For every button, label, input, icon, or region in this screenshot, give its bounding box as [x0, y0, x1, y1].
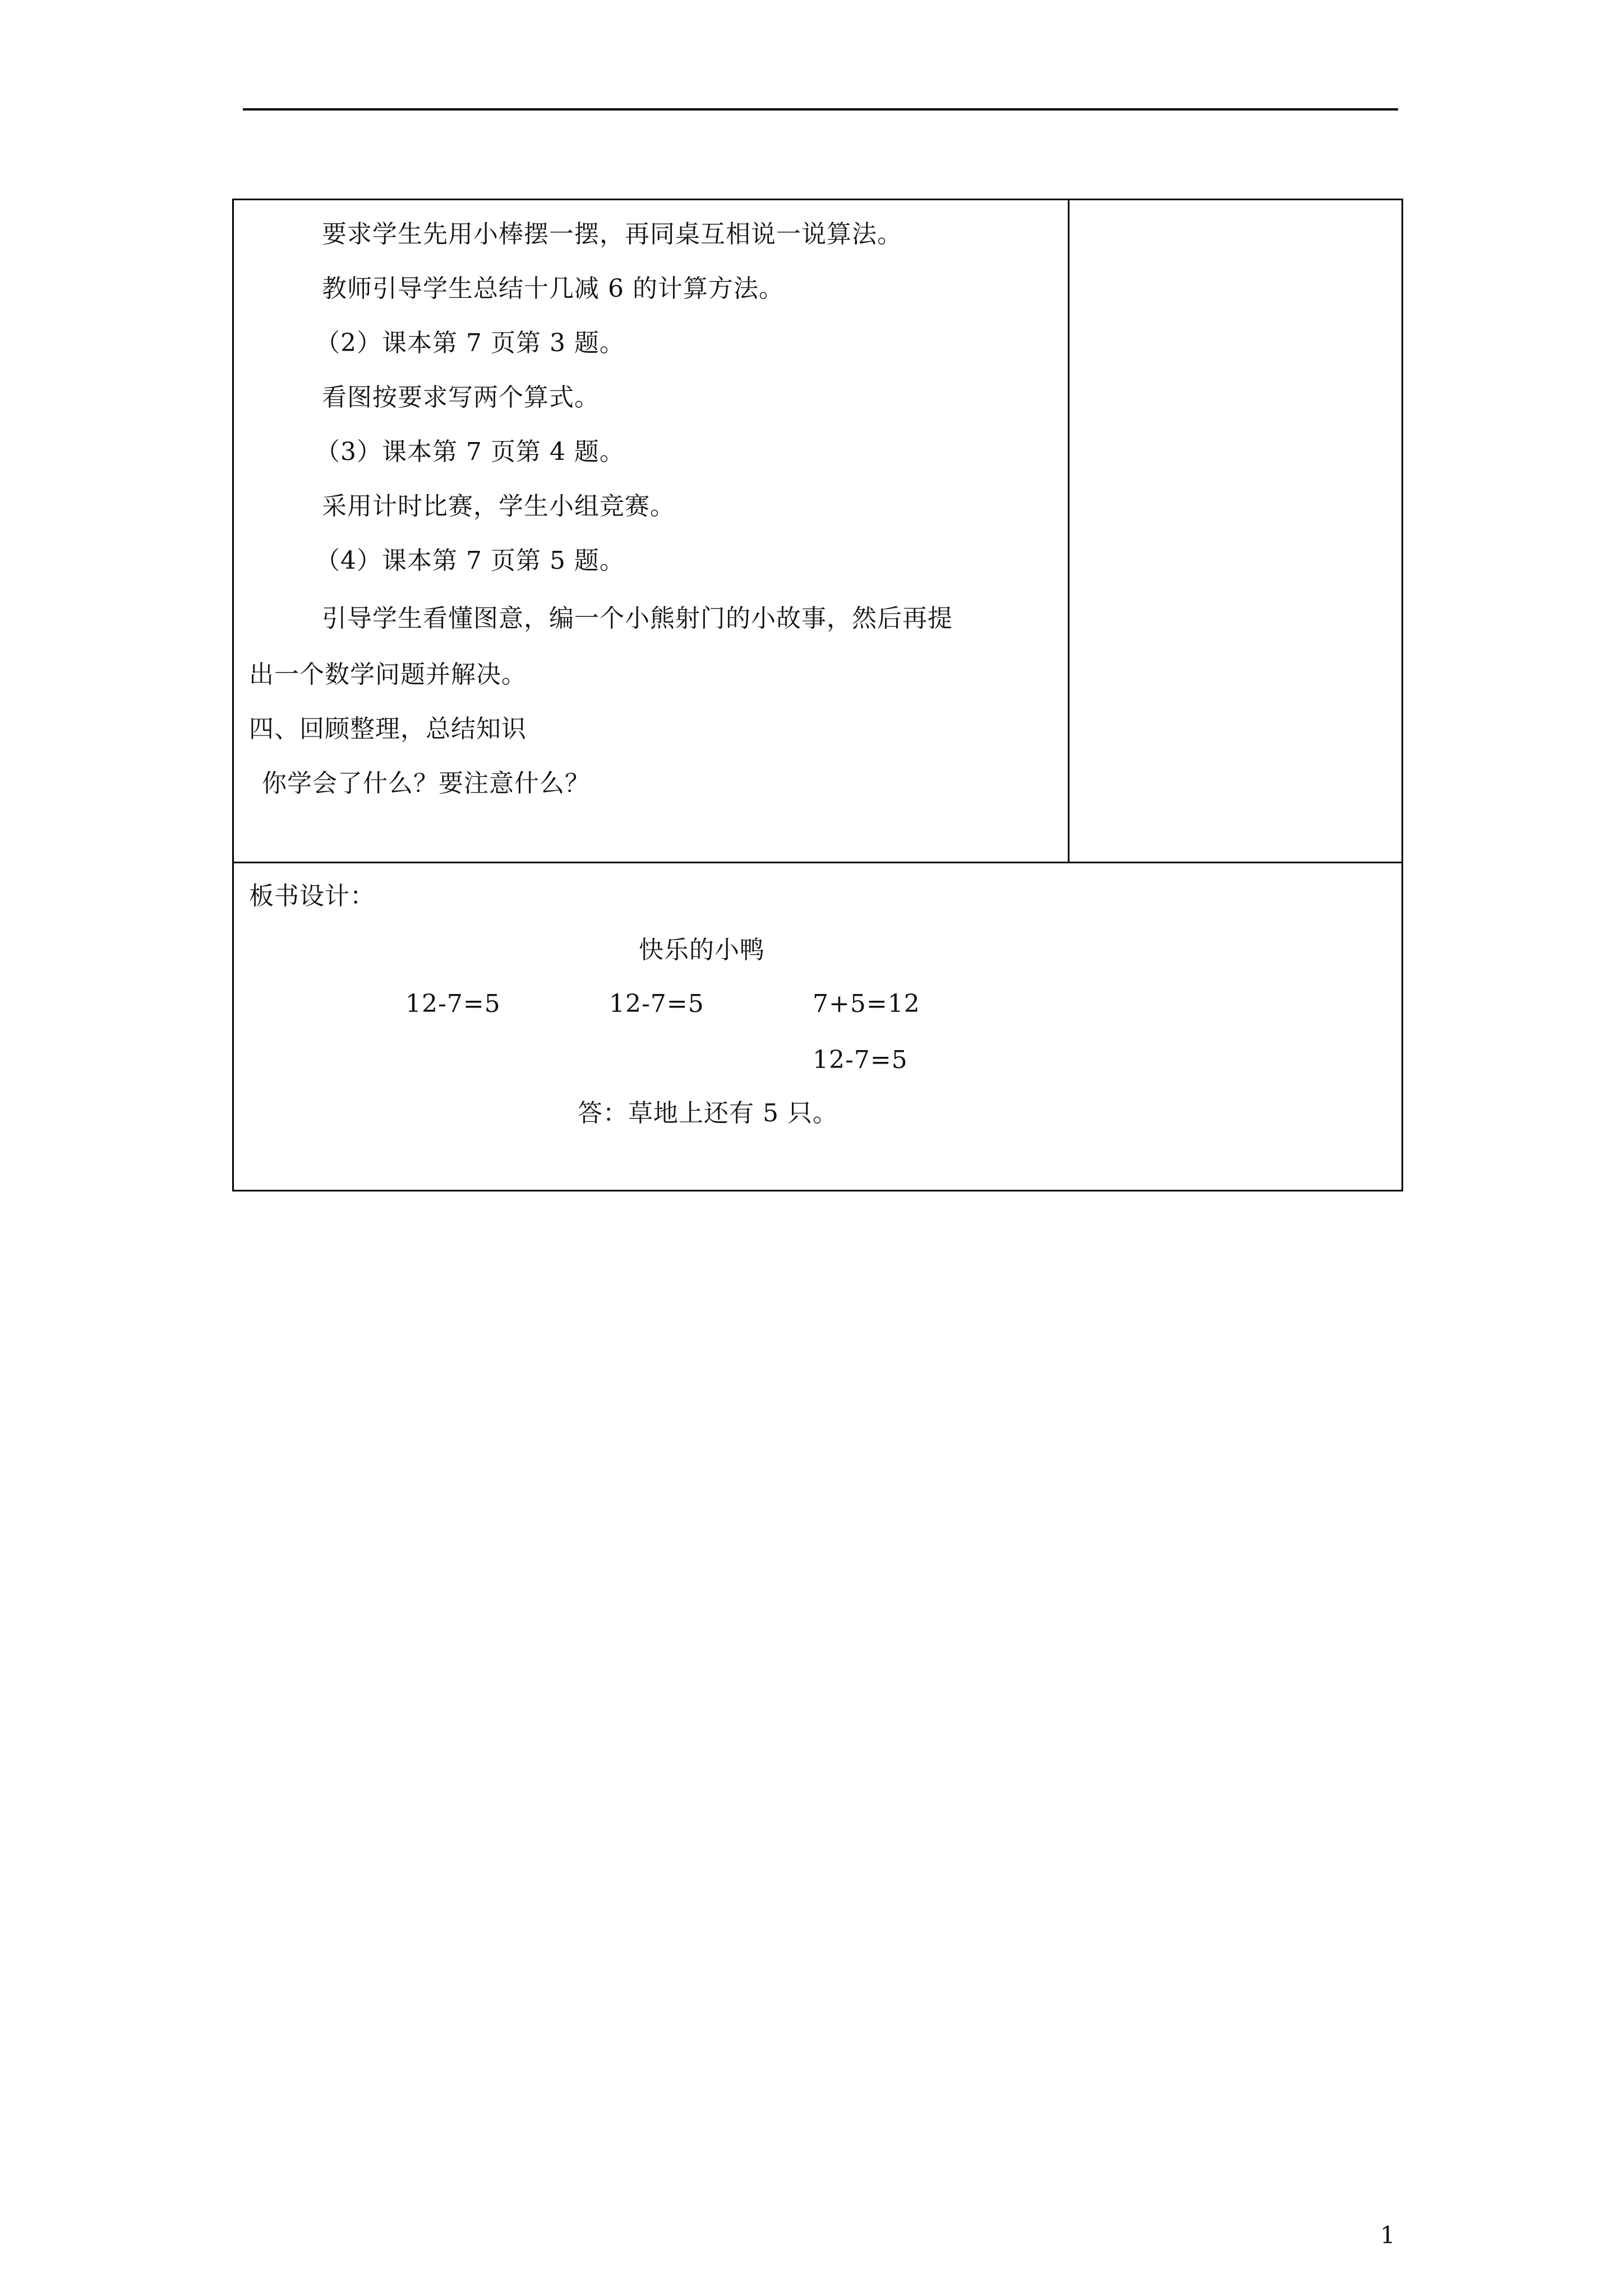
- blackboard-equation-3: 7+5=12: [813, 990, 920, 1018]
- blackboard-equation-2: 12-7=5: [609, 990, 704, 1018]
- body-line-8: 引导学生看懂图意，编一个小熊射门的小故事，然后再提: [322, 604, 953, 633]
- blackboard-equation-1: 12-7=5: [405, 990, 501, 1018]
- body-line-10: 四、回顾整理，总结知识: [249, 715, 527, 743]
- blackboard-label: 板书设计：: [249, 882, 375, 910]
- body-line-1: 要求学生先用小棒摆一摆，再同桌互相说一说算法。: [322, 220, 902, 249]
- blackboard-answer: 答：草地上还有 5 只。: [578, 1099, 838, 1128]
- body-line-9: 出一个数学问题并解决。: [249, 660, 527, 689]
- body-line-6: 采用计时比赛，学生小组竞赛。: [322, 492, 675, 521]
- body-line-3: （2）课本第 7 页第 3 题。: [315, 329, 625, 357]
- body-line-7: （4）课本第 7 页第 5 题。: [315, 546, 625, 575]
- body-line-4: 看图按要求写两个算式。: [322, 383, 600, 412]
- body-line-5: （3）课本第 7 页第 4 题。: [315, 438, 625, 466]
- table-row-divider: [232, 862, 1403, 863]
- body-line-11: 你学会了什么？要注意什么？: [262, 769, 590, 798]
- header-rule: [243, 108, 1398, 111]
- page-number: 1: [1380, 2221, 1395, 2249]
- blackboard-title: 快乐的小鸭: [639, 936, 765, 964]
- table-column-divider: [1068, 199, 1069, 863]
- blackboard-equation-4: 12-7=5: [813, 1046, 908, 1074]
- body-line-2: 教师引导学生总结十几减 6 的计算方法。: [322, 274, 784, 303]
